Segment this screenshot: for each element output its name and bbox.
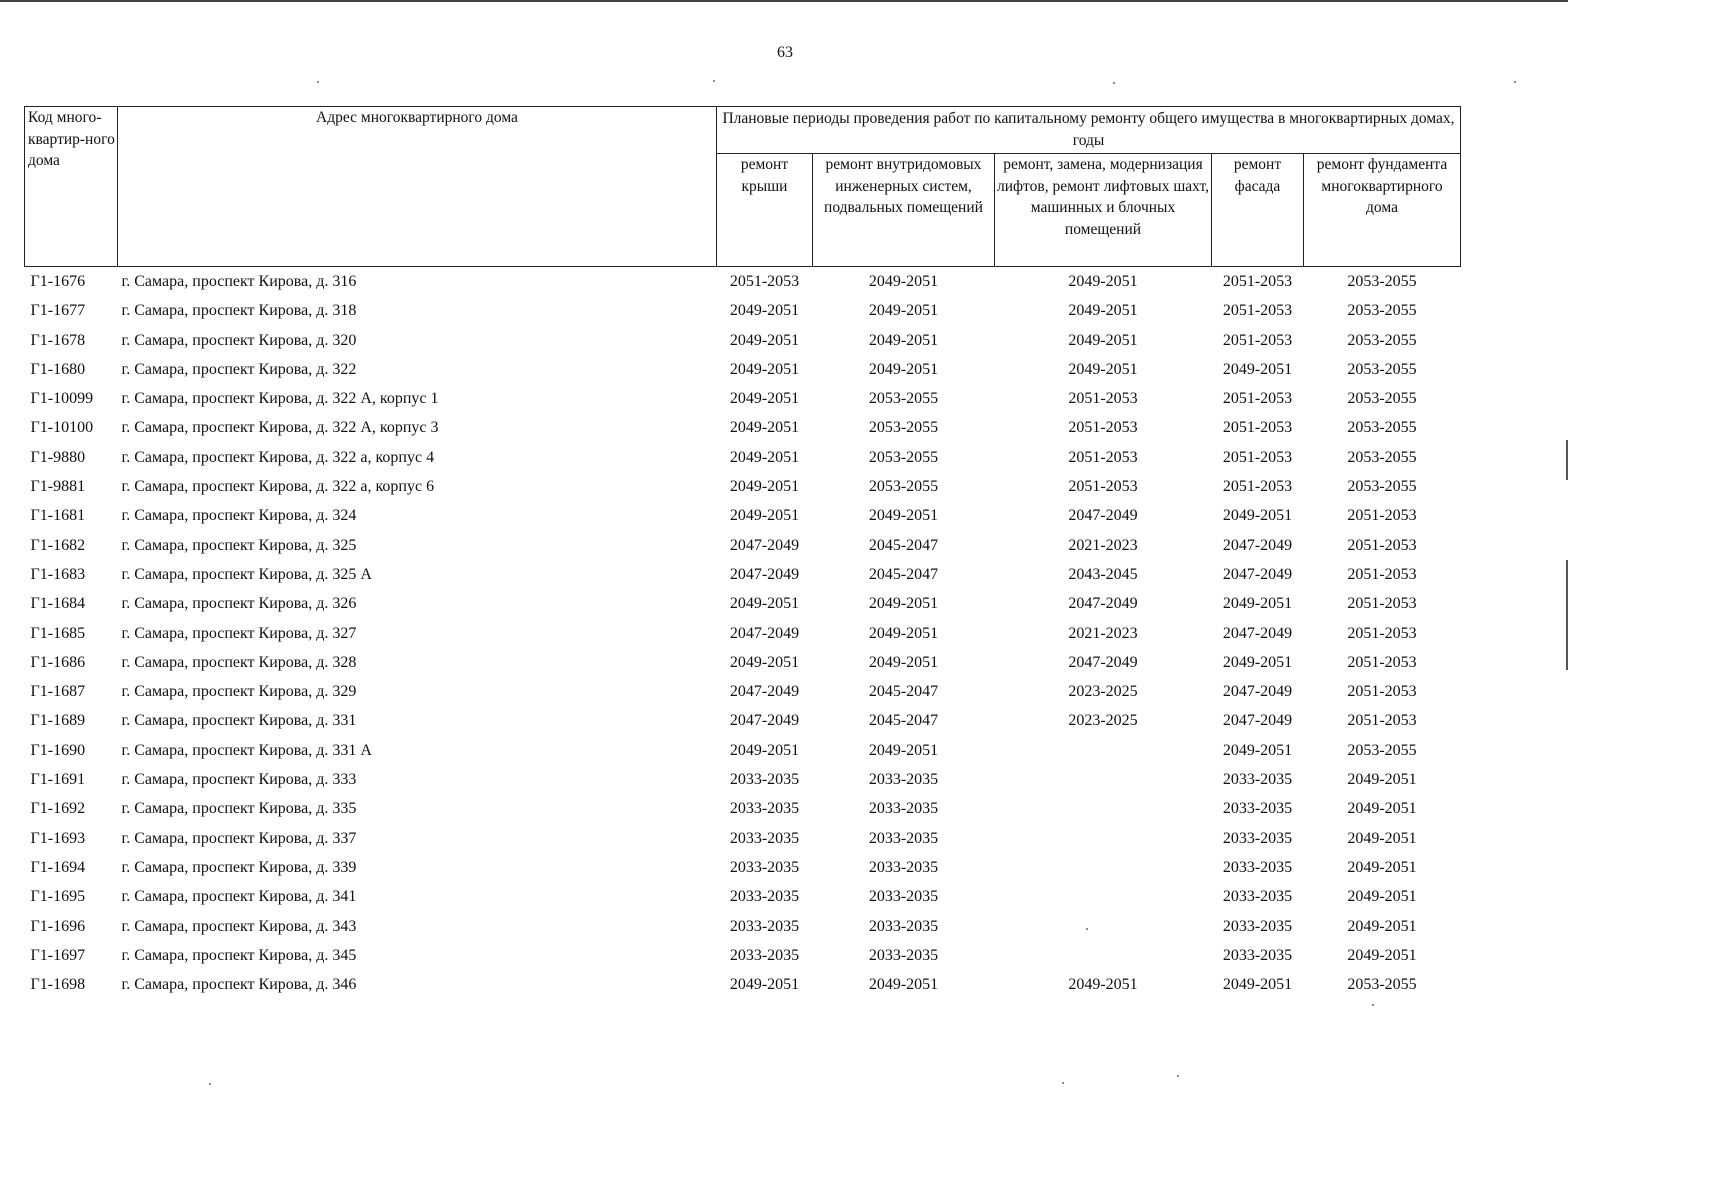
table-row xyxy=(25,326,1461,355)
table-row xyxy=(25,589,1461,618)
house-code: Г1-1689 xyxy=(30,712,86,730)
roof-repair-period: 2049-2051 xyxy=(729,478,800,496)
systems-repair-period: 2053-2055 xyxy=(868,478,939,496)
roof-repair-period: 2047-2049 xyxy=(729,536,800,554)
lifts-repair-period xyxy=(995,882,1212,911)
roof-repair-period: 2049-2051 xyxy=(729,360,800,378)
lifts-repair-period xyxy=(995,736,1212,765)
foundation-repair-period: 2051-2053 xyxy=(1347,595,1417,613)
systems-repair-period: 2049-2051 xyxy=(868,976,939,994)
header-code: Код много-квартир-ного дома xyxy=(25,107,118,267)
facade-repair-period: 2033-2035 xyxy=(1222,771,1293,789)
foundation-repair-period: 2051-2053 xyxy=(1347,683,1417,701)
house-code: Г1-9880 xyxy=(30,448,86,466)
systems-repair-period: 2049-2051 xyxy=(868,624,939,642)
house-address: г. Самара, проспект Кирова, д. 345 xyxy=(121,946,357,964)
foundation-repair-period: 2051-2053 xyxy=(1347,507,1417,525)
scan-edge-mark xyxy=(1566,560,1568,670)
systems-repair-period: 2033-2035 xyxy=(868,858,939,876)
systems-repair-period: 2033-2035 xyxy=(868,829,939,847)
systems-repair-period: 2049-2051 xyxy=(868,273,939,290)
table-row xyxy=(25,824,1461,853)
house-code: Г1-1695 xyxy=(30,888,86,906)
systems-repair-period: 2049-2051 xyxy=(868,302,939,320)
table-row xyxy=(25,413,1461,442)
lifts-repair-period: 2047-2049 xyxy=(1068,507,1138,525)
facade-repair-period: 2047-2049 xyxy=(1222,712,1293,730)
house-address: г. Самара, проспект Кирова, д. 326 xyxy=(121,595,357,613)
house-code: Г1-1686 xyxy=(30,653,86,671)
header-periods-group: Плановые периоды проведения работ по капитальному ремонту общего имущества в многоквартирных домах, годы xyxy=(717,107,1461,154)
foundation-repair-period: 2053-2055 xyxy=(1347,448,1417,466)
foundation-repair-period: 2053-2055 xyxy=(1347,360,1417,378)
house-code: Г1-1682 xyxy=(30,536,86,554)
systems-repair-period: 2049-2051 xyxy=(868,741,939,759)
foundation-repair-period: 2051-2053 xyxy=(1347,565,1417,583)
house-address: г. Самара, проспект Кирова, д. 320 xyxy=(121,331,357,349)
lifts-repair-period: 2047-2049 xyxy=(1068,595,1138,613)
house-code: Г1-1696 xyxy=(30,917,86,935)
house-address: г. Самара, проспект Кирова, д. 339 xyxy=(121,858,357,876)
house-code: Г1-1683 xyxy=(30,565,86,583)
lifts-repair-period xyxy=(995,853,1212,882)
facade-repair-period: 2051-2053 xyxy=(1222,390,1293,408)
lifts-repair-period: 2051-2053 xyxy=(1068,419,1138,437)
roof-repair-period: 2049-2051 xyxy=(729,302,800,320)
lifts-repair-period: 2043-2045 xyxy=(1068,565,1138,583)
lifts-repair-period: 2051-2053 xyxy=(1068,448,1138,466)
lifts-repair-period: 2049-2051 xyxy=(1068,360,1138,378)
house-address: г. Самара, проспект Кирова, д. 329 xyxy=(121,683,357,701)
house-address: г. Самара, проспект Кирова, д. 325 А xyxy=(121,565,372,583)
lifts-repair-period xyxy=(995,941,1212,970)
scan-speck xyxy=(1062,1082,1064,1084)
house-code: Г1-1698 xyxy=(30,976,86,994)
table-row xyxy=(25,384,1461,413)
table-row xyxy=(25,912,1461,941)
lifts-repair-period: 2049-2051 xyxy=(1068,331,1138,349)
header-foundation-repair: ремонт фундамента многоквартирного дома xyxy=(1304,154,1461,267)
roof-repair-period: 2049-2051 xyxy=(729,419,800,437)
capital-repair-schedule-table xyxy=(24,106,1461,999)
table-row xyxy=(25,941,1461,970)
table-row xyxy=(25,355,1461,384)
facade-repair-period: 2047-2049 xyxy=(1222,536,1293,554)
house-code: Г1-1693 xyxy=(30,829,86,847)
facade-repair-period: 2033-2035 xyxy=(1222,946,1293,964)
facade-repair-period: 2051-2053 xyxy=(1222,448,1293,466)
house-address: г. Самара, проспект Кирова, д. 318 xyxy=(121,302,357,320)
house-code: Г1-9881 xyxy=(30,478,86,496)
header-address: Адрес многоквартирного дома xyxy=(118,107,717,267)
systems-repair-period: 2033-2035 xyxy=(868,800,939,818)
facade-repair-period: 2047-2049 xyxy=(1222,624,1293,642)
house-code: Г1-1684 xyxy=(30,595,86,613)
foundation-repair-period: 2053-2055 xyxy=(1347,273,1417,290)
systems-repair-period: 2045-2047 xyxy=(868,565,939,583)
house-code: Г1-1690 xyxy=(30,741,86,759)
roof-repair-period: 2033-2035 xyxy=(729,800,800,818)
systems-repair-period: 2033-2035 xyxy=(868,771,939,789)
systems-repair-period: 2053-2055 xyxy=(868,390,939,408)
scan-speck xyxy=(317,81,319,83)
foundation-repair-period: 2049-2051 xyxy=(1347,829,1417,847)
table-row xyxy=(25,619,1461,648)
lifts-repair-period xyxy=(995,765,1212,794)
header-lifts-repair: ремонт, замена, модернизация лифтов, ремонт лифтовых шахт, машинных и блочных помещений xyxy=(995,154,1212,267)
house-address: г. Самара, проспект Кирова, д. 325 xyxy=(121,536,357,554)
house-address: г. Самара, проспект Кирова, д. 333 xyxy=(121,771,357,789)
roof-repair-period: 2051-2053 xyxy=(729,273,800,290)
house-address: г. Самара, проспект Кирова, д. 331 А xyxy=(121,741,372,759)
systems-repair-period: 2049-2051 xyxy=(868,331,939,349)
facade-repair-period: 2033-2035 xyxy=(1222,800,1293,818)
lifts-repair-period: 2047-2049 xyxy=(1068,653,1138,671)
house-address: г. Самара, проспект Кирова, д. 346 xyxy=(121,976,357,994)
table-row xyxy=(25,882,1461,911)
roof-repair-period: 2033-2035 xyxy=(729,858,800,876)
facade-repair-period: 2049-2051 xyxy=(1222,976,1293,994)
roof-repair-period: 2049-2051 xyxy=(729,331,800,349)
house-code: Г1-10100 xyxy=(30,419,94,437)
foundation-repair-period: 2049-2051 xyxy=(1347,888,1417,906)
facade-repair-period: 2051-2053 xyxy=(1222,331,1293,349)
lifts-repair-period: 2023-2025 xyxy=(1068,712,1138,730)
systems-repair-period: 2049-2051 xyxy=(868,507,939,525)
foundation-repair-period: 2051-2053 xyxy=(1347,536,1417,554)
house-code: Г1-1692 xyxy=(30,800,86,818)
foundation-repair-period: 2049-2051 xyxy=(1347,917,1417,935)
house-address: г. Самара, проспект Кирова, д. 327 xyxy=(121,624,357,642)
systems-repair-period: 2045-2047 xyxy=(868,536,939,554)
scan-speck xyxy=(1372,1004,1374,1006)
foundation-repair-period: 2049-2051 xyxy=(1347,800,1417,818)
systems-repair-period: 2053-2055 xyxy=(868,419,939,437)
scan-speck xyxy=(209,1083,211,1085)
lifts-repair-period: 2049-2051 xyxy=(1068,302,1138,320)
scan-top-border xyxy=(0,0,1568,2)
roof-repair-period: 2047-2049 xyxy=(729,565,800,583)
systems-repair-period: 2049-2051 xyxy=(868,360,939,378)
foundation-repair-period: 2053-2055 xyxy=(1347,390,1417,408)
foundation-repair-period: 2051-2053 xyxy=(1347,624,1417,642)
foundation-repair-period: 2053-2055 xyxy=(1347,976,1417,994)
foundation-repair-period: 2051-2053 xyxy=(1347,653,1417,671)
roof-repair-period: 2049-2051 xyxy=(729,653,800,671)
foundation-repair-period: 2053-2055 xyxy=(1347,478,1417,496)
table-row xyxy=(25,970,1461,999)
lifts-repair-period: 2049-2051 xyxy=(1068,273,1138,290)
facade-repair-period: 2051-2053 xyxy=(1222,478,1293,496)
foundation-repair-period: 2049-2051 xyxy=(1347,946,1417,964)
roof-repair-period: 2047-2049 xyxy=(729,712,800,730)
roof-repair-period: 2033-2035 xyxy=(729,946,800,964)
house-address: г. Самара, проспект Кирова, д. 322 а, корпус 6 xyxy=(121,478,435,496)
lifts-repair-period: 2051-2053 xyxy=(1068,478,1138,496)
facade-repair-period: 2051-2053 xyxy=(1222,273,1293,290)
lifts-repair-period: 2023-2025 xyxy=(1068,683,1138,701)
house-code: Г1-1691 xyxy=(30,771,86,789)
house-address: г. Самара, проспект Кирова, д. 343 xyxy=(121,917,357,935)
facade-repair-period: 2047-2049 xyxy=(1222,683,1293,701)
house-code: Г1-1681 xyxy=(30,507,86,525)
house-code: Г1-1678 xyxy=(30,331,86,349)
house-address: г. Самара, проспект Кирова, д. 322 А, корпус 1 xyxy=(121,390,439,408)
house-code: Г1-1680 xyxy=(30,360,86,378)
house-code: Г1-1677 xyxy=(30,302,86,320)
table-row xyxy=(25,706,1461,735)
table-row xyxy=(25,765,1461,794)
roof-repair-period: 2047-2049 xyxy=(729,683,800,701)
facade-repair-period: 2047-2049 xyxy=(1222,565,1293,583)
facade-repair-period: 2051-2053 xyxy=(1222,302,1293,320)
roof-repair-period: 2033-2035 xyxy=(729,771,800,789)
scan-speck xyxy=(1177,1075,1179,1077)
table-header xyxy=(25,107,1461,267)
header-roof-repair: ремонт крыши xyxy=(717,154,813,267)
systems-repair-period: 2033-2035 xyxy=(868,946,939,964)
roof-repair-period: 2033-2035 xyxy=(729,888,800,906)
lifts-repair-period: 2021-2023 xyxy=(1068,624,1138,642)
systems-repair-period: 2033-2035 xyxy=(868,917,939,935)
systems-repair-period: 2049-2051 xyxy=(868,595,939,613)
table-row xyxy=(25,853,1461,882)
scan-speck xyxy=(1086,928,1088,930)
house-code: Г1-1687 xyxy=(30,683,86,701)
house-address: г. Самара, проспект Кирова, д. 316 xyxy=(121,273,357,290)
lifts-repair-period: 2051-2053 xyxy=(1068,390,1138,408)
table-row xyxy=(25,560,1461,589)
lifts-repair-period: 2021-2023 xyxy=(1068,536,1138,554)
facade-repair-period: 2049-2051 xyxy=(1222,653,1293,671)
facade-repair-period: 2051-2053 xyxy=(1222,419,1293,437)
foundation-repair-period: 2053-2055 xyxy=(1347,419,1417,437)
roof-repair-period: 2049-2051 xyxy=(729,390,800,408)
facade-repair-period: 2049-2051 xyxy=(1222,360,1293,378)
foundation-repair-period: 2049-2051 xyxy=(1347,858,1417,876)
scan-speck xyxy=(1514,81,1516,83)
table-row xyxy=(25,531,1461,560)
facade-repair-period: 2033-2035 xyxy=(1222,829,1293,847)
house-code: Г1-10099 xyxy=(30,390,94,408)
roof-repair-period: 2033-2035 xyxy=(729,829,800,847)
roof-repair-period: 2049-2051 xyxy=(729,741,800,759)
foundation-repair-period: 2053-2055 xyxy=(1347,741,1417,759)
foundation-repair-period: 2049-2051 xyxy=(1347,771,1417,789)
table-row xyxy=(25,677,1461,706)
lifts-repair-period: 2049-2051 xyxy=(1068,976,1138,994)
table-row xyxy=(25,267,1461,297)
roof-repair-period: 2033-2035 xyxy=(729,917,800,935)
table-row xyxy=(25,443,1461,472)
scan-speck xyxy=(1113,82,1115,84)
roof-repair-period: 2049-2051 xyxy=(729,595,800,613)
house-address: г. Самара, проспект Кирова, д. 335 xyxy=(121,800,357,818)
house-address: г. Самара, проспект Кирова, д. 322 а, корпус 4 xyxy=(121,448,435,466)
scan-edge-mark xyxy=(1566,440,1568,480)
systems-repair-period: 2045-2047 xyxy=(868,683,939,701)
house-code: Г1-1676 xyxy=(30,273,86,290)
systems-repair-period: 2053-2055 xyxy=(868,448,939,466)
roof-repair-period: 2047-2049 xyxy=(729,624,800,642)
facade-repair-period: 2049-2051 xyxy=(1222,741,1293,759)
foundation-repair-period: 2053-2055 xyxy=(1347,331,1417,349)
facade-repair-period: 2033-2035 xyxy=(1222,888,1293,906)
table-row xyxy=(25,501,1461,530)
house-code: Г1-1697 xyxy=(30,946,86,964)
lifts-repair-period xyxy=(995,794,1212,823)
scan-speck xyxy=(713,80,715,82)
header-facade-repair: ремонт фасада xyxy=(1212,154,1304,267)
lifts-repair-period xyxy=(995,824,1212,853)
foundation-repair-period: 2053-2055 xyxy=(1347,302,1417,320)
header-row-top xyxy=(25,107,1461,154)
house-address: г. Самара, проспект Кирова, д. 328 xyxy=(121,653,357,671)
facade-repair-period: 2033-2035 xyxy=(1222,917,1293,935)
roof-repair-period: 2049-2051 xyxy=(729,976,800,994)
house-code: Г1-1694 xyxy=(30,858,86,876)
house-address: г. Самара, проспект Кирова, д. 341 xyxy=(121,888,357,906)
lifts-repair-period xyxy=(995,912,1212,941)
table-row xyxy=(25,736,1461,765)
systems-repair-period: 2033-2035 xyxy=(868,888,939,906)
foundation-repair-period: 2051-2053 xyxy=(1347,712,1417,730)
house-address: г. Самара, проспект Кирова, д. 322 А, корпус 3 xyxy=(121,419,439,437)
facade-repair-period: 2033-2035 xyxy=(1222,858,1293,876)
facade-repair-period: 2049-2051 xyxy=(1222,595,1293,613)
systems-repair-period: 2049-2051 xyxy=(868,653,939,671)
roof-repair-period: 2049-2051 xyxy=(729,507,800,525)
table-row xyxy=(25,794,1461,823)
house-code: Г1-1685 xyxy=(30,624,86,642)
house-address: г. Самара, проспект Кирова, д. 337 xyxy=(121,829,357,847)
systems-repair-period: 2045-2047 xyxy=(868,712,939,730)
table-row xyxy=(25,648,1461,677)
header-engineering-systems-repair: ремонт внутридомовых инженерных систем, подвальных помещений xyxy=(813,154,995,267)
facade-repair-period: 2049-2051 xyxy=(1222,507,1293,525)
table-body xyxy=(25,267,1461,1000)
table-row xyxy=(25,296,1461,325)
house-address: г. Самара, проспект Кирова, д. 331 xyxy=(121,712,357,730)
house-address: г. Самара, проспект Кирова, д. 322 xyxy=(121,360,357,378)
house-address: г. Самара, проспект Кирова, д. 324 xyxy=(121,507,357,525)
page-number: 63 xyxy=(777,44,793,61)
roof-repair-period: 2049-2051 xyxy=(729,448,800,466)
table-row xyxy=(25,472,1461,501)
